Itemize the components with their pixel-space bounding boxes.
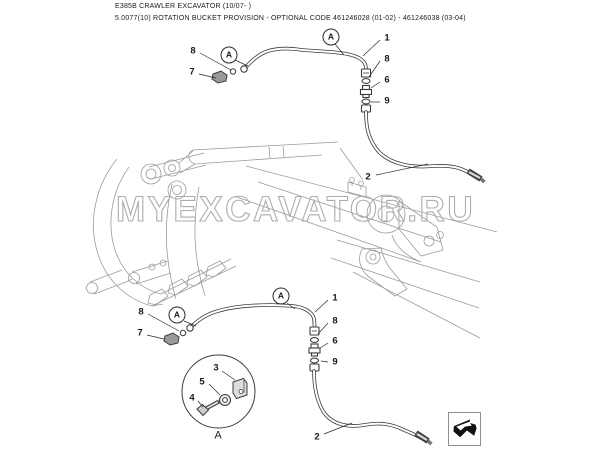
site-watermark: MYEXCAVATOR.RU [116, 190, 476, 229]
callout-9-lower: 9 [332, 356, 338, 368]
ring-part-8-lower-left [180, 330, 185, 335]
washer-part-9-lower [311, 358, 319, 363]
callout-6-upper: 6 [384, 74, 390, 86]
publisher-logo-box [448, 412, 481, 446]
washer-part-8-lower [311, 338, 319, 343]
callout-A-upper-right: A [323, 29, 340, 46]
hose-part-2-upper [366, 112, 471, 174]
elbow-part-7-lower [164, 333, 179, 345]
callout-A-lower-right: A [273, 288, 290, 305]
catalog-model-title: E385B CRAWLER EXCAVATOR (10/07- ) [115, 3, 252, 10]
steel-pipe-1-lower [191, 305, 315, 327]
washer-part-9-upper [362, 99, 370, 104]
upper-pipe-assembly [212, 49, 485, 182]
callout-8-upper-right: 8 [384, 53, 390, 65]
machine-line-art [87, 142, 498, 338]
callout-9-upper: 9 [384, 95, 390, 107]
washer-part-8-upper [362, 79, 370, 84]
pipe-end-nut-lower [187, 325, 193, 331]
callout-2-upper: 2 [365, 171, 371, 183]
elbow-part-7-upper [212, 71, 227, 83]
lower-pipe-assembly [164, 305, 432, 444]
callout-8-lower-left: 8 [138, 306, 144, 318]
adapter-part-6-lower [309, 344, 320, 356]
clamp-plate-part-3 [233, 379, 247, 399]
zigzag-flag-icon [451, 416, 478, 442]
callout-8-lower-right: 8 [332, 315, 338, 327]
callout-5-detail: 5 [199, 376, 205, 388]
adapter-part-6-upper [361, 86, 372, 98]
callout-3-detail: 3 [213, 362, 219, 374]
callout-2-lower: 2 [314, 431, 320, 443]
callout-A-upper-left: A [221, 47, 238, 64]
callout-7-upper: 7 [189, 66, 195, 78]
ring-part-8-upper-left [230, 69, 235, 74]
hose-part-2-lower [314, 371, 421, 438]
callout-8-upper-left: 8 [190, 45, 196, 57]
pipe-end-nut-upper [241, 66, 247, 72]
detail-caption-A: A [214, 429, 222, 442]
callout-A-lower-left: A [169, 307, 186, 324]
catalog-section-title: 5.0077(10) ROTATION BUCKET PROVISION - OPTIONAL CODE 461246028 (01-02) - 461246038 (03-04) [115, 15, 466, 22]
callout-1-upper: 1 [384, 32, 390, 44]
callout-7-lower: 7 [137, 327, 143, 339]
callout-4-detail: 4 [189, 392, 195, 404]
callout-6-lower: 6 [332, 335, 338, 347]
callout-1-lower: 1 [332, 292, 338, 304]
steel-pipe-1-upper [245, 49, 366, 69]
